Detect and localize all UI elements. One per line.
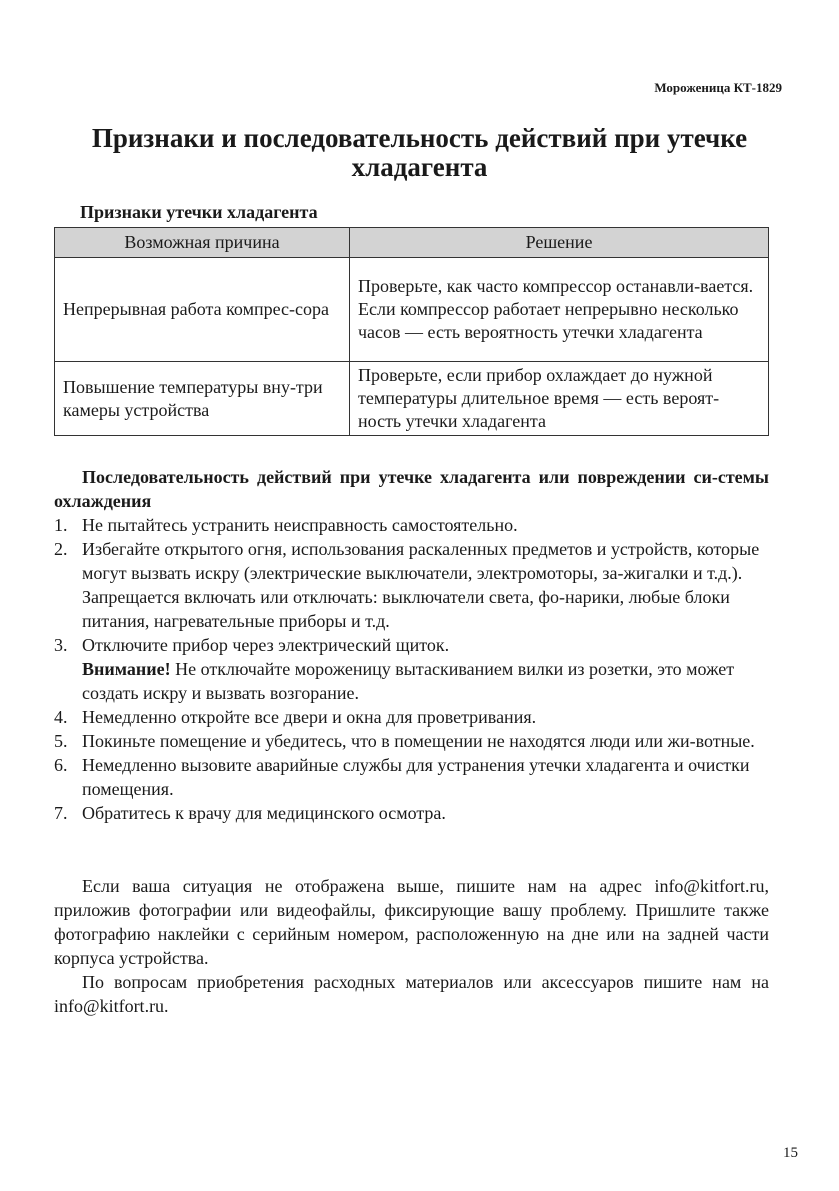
step-text: Избегайте открытого огня, использования раскаленных предметов и устройств, которые могут вызвать искру (электрические выключатели, электромоторы, за-жигалки и т.д.). Запрещается включать или отключать: выключатели света, фо-нарики, любые блоки питания, нагревательные приборы и т.д.: [82, 539, 760, 631]
list-item: [54, 537, 769, 633]
step-number: 7.: [54, 803, 68, 823]
contact-paragraph: Если ваша ситуация не отображена выше, пишите нам на адрес info@kitfort.ru, приложив фотографии или видеофайлы, фиксирующие вашу проблему. Пришлите также фотографию наклейки с серийным номером, расположенную на дне или на задней части корпуса устройства.: [54, 876, 769, 968]
step-number: 2.: [54, 539, 68, 559]
steps-list: [54, 513, 769, 825]
running-header: Мороженица КТ-1829: [654, 80, 782, 95]
list-item: [54, 513, 769, 537]
step-number: 3.: [54, 635, 68, 655]
table-cell-cause: Повышение температуры вну-три камеры устройства: [55, 362, 350, 436]
table-cell-solution: Проверьте, как часто компрессор останавли-вается. Если компрессор работает непрерывно несколько часов — есть вероятность утечки хладагента: [350, 258, 769, 362]
warning-text: Не отключайте мороженицу вытаскиванием вилки из розетки, это может создать искру и вызвать возгорание.: [82, 659, 735, 703]
list-item: [54, 729, 769, 753]
warning-label: Внимание!: [82, 659, 171, 679]
step-number: 1.: [54, 515, 68, 535]
step-text: Не пытайтесь устранить неисправность самостоятельно.: [82, 515, 518, 535]
step-text: Покиньте помещение и убедитесь, что в помещении не находятся люди или жи-вотные.: [82, 731, 755, 751]
step-number: 5.: [54, 731, 68, 751]
page-title-line2: хладагента: [351, 152, 488, 182]
list-item: [54, 801, 769, 825]
step-number: 6.: [54, 755, 68, 775]
column-header-cause: Возможная причина: [55, 228, 350, 258]
sequence-heading: Последовательность действий при утечке хладагента или повреждении си-стемы охлаждения: [54, 467, 769, 511]
step-text: Обратитесь к врачу для медицинского осмотра.: [82, 803, 446, 823]
table-header-row: [55, 228, 769, 258]
step-number: 4.: [54, 707, 68, 727]
table-caption: Признаки утечки хладагента: [80, 202, 318, 222]
list-item: [54, 633, 769, 705]
leak-signs-table: [54, 227, 769, 436]
column-header-solution: Решение: [350, 228, 769, 258]
page-number: 15: [783, 1145, 798, 1161]
table-cell-cause: Непрерывная работа компрес-сора: [55, 258, 350, 362]
accessories-paragraph: По вопросам приобретения расходных материалов или аксессуаров пишите нам на info@kitfort.ru.: [54, 972, 769, 1016]
step-text: Немедленно вызовите аварийные службы для устранения утечки хладагента и очистки помещения.: [82, 755, 750, 799]
table-row: [55, 258, 769, 362]
page-title: [0, 124, 839, 182]
table-row: [55, 362, 769, 436]
page-title-line1: Признаки и последовательность действий при утечке: [91, 123, 748, 153]
list-item: [54, 705, 769, 729]
list-item: [54, 753, 769, 801]
table-cell-solution: Проверьте, если прибор охлаждает до нужной температуры длительное время — есть вероят-ность утечки хладагента: [350, 362, 769, 436]
step-text: Отключите прибор через электрический щиток.: [82, 635, 450, 655]
step-text: Немедленно откройте все двери и окна для проветривания.: [82, 707, 537, 727]
